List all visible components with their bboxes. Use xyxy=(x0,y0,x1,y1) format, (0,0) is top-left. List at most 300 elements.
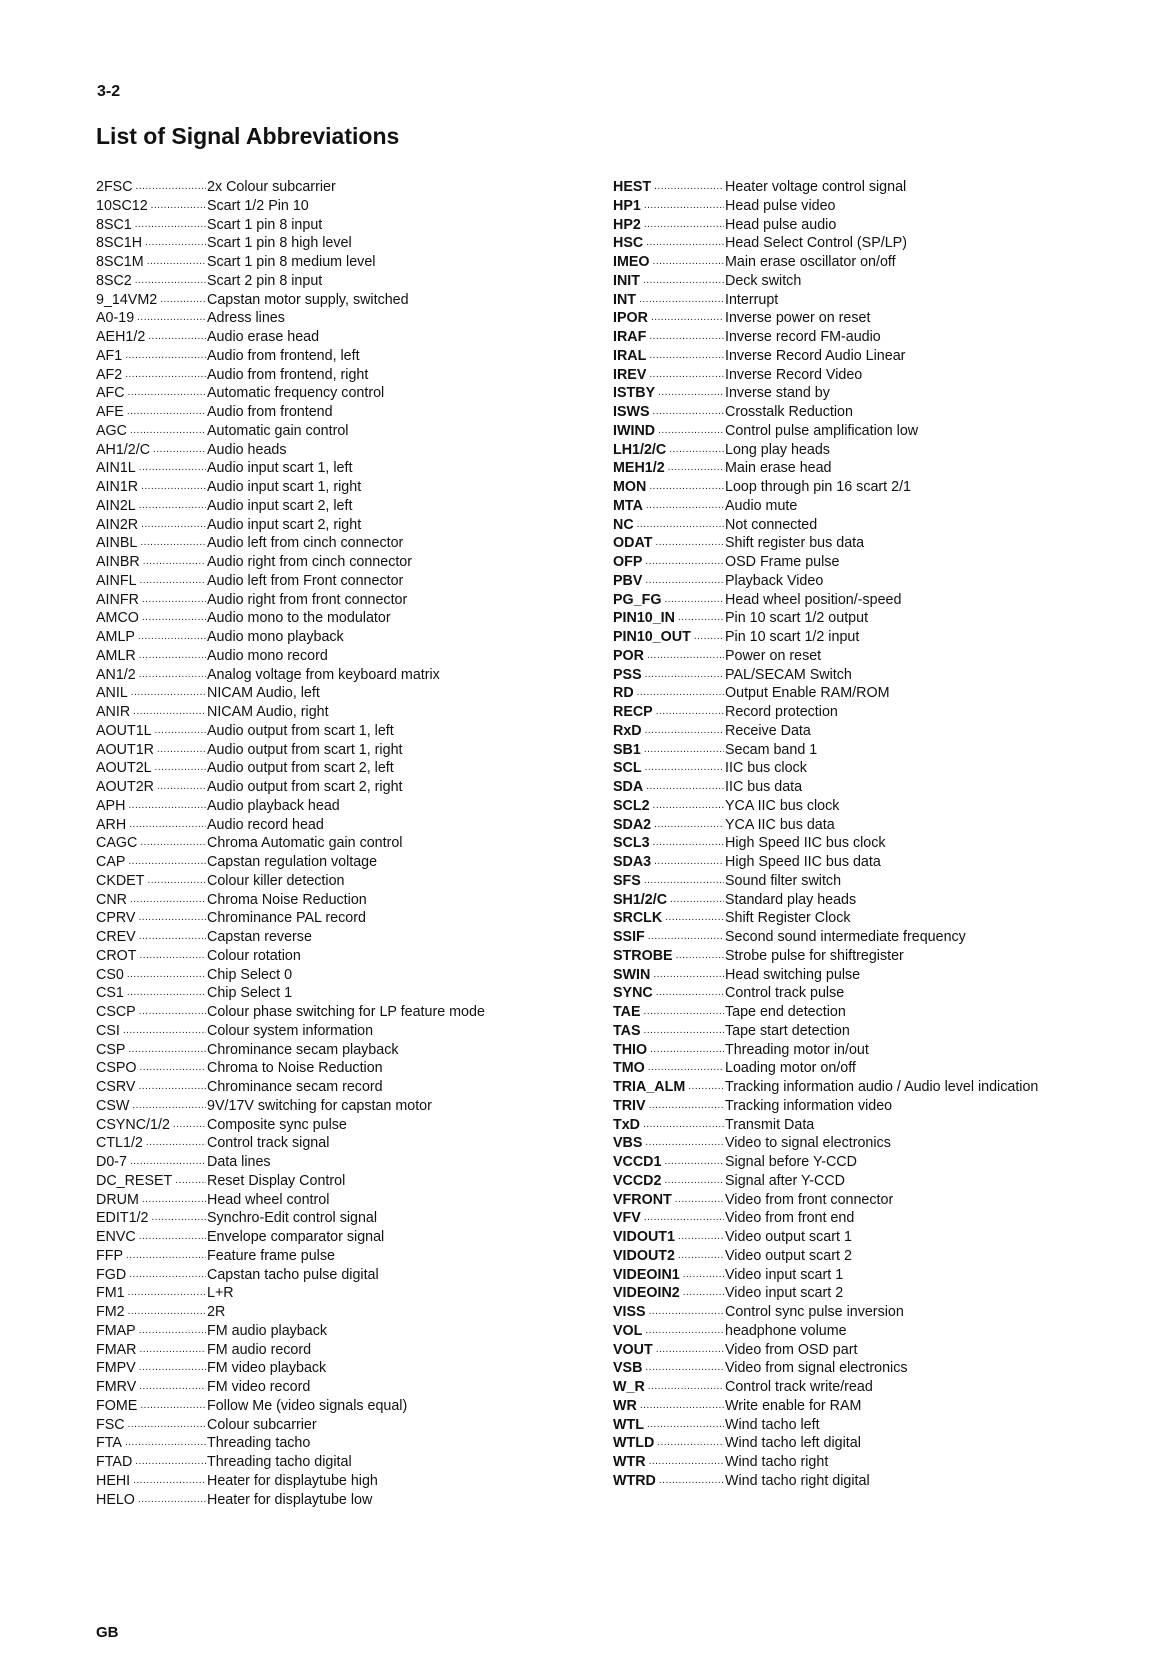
dot-leader xyxy=(665,909,724,928)
abbreviation-term xyxy=(613,253,725,272)
abbreviation-code: AF2 xyxy=(96,366,123,383)
dot-leader xyxy=(151,1209,206,1228)
dot-leader xyxy=(128,797,206,816)
dot-leader xyxy=(645,553,724,572)
abbreviation-term xyxy=(613,853,725,872)
abbreviation-code: ANIL xyxy=(96,685,128,702)
abbreviation-term xyxy=(613,459,725,478)
abbreviation-term xyxy=(613,272,725,291)
abbreviation-code: HP1 xyxy=(613,197,641,214)
abbreviation-term xyxy=(96,1378,207,1397)
abbreviation-term xyxy=(96,759,207,778)
dot-leader xyxy=(646,497,724,516)
abbreviation-description: Audio left from cinch connector xyxy=(207,535,404,552)
abbreviation-term xyxy=(613,722,725,741)
abbreviation-code: VIDOUT2 xyxy=(613,1247,675,1264)
abbreviation-description: PAL/SECAM Switch xyxy=(725,666,852,683)
abbreviation-term xyxy=(613,366,725,385)
abbreviation-description: Playback Video xyxy=(725,572,824,589)
abbreviation-row xyxy=(96,516,556,535)
dot-leader xyxy=(683,1266,724,1285)
abbreviation-code: 8SC1M xyxy=(96,254,144,270)
abbreviation-row xyxy=(613,459,1168,478)
abbreviation-row xyxy=(96,1191,556,1210)
abbreviation-code: AFE xyxy=(96,404,124,420)
page-number: 3-2 xyxy=(97,83,121,100)
abbreviation-description: Audio mute xyxy=(725,497,798,514)
abbreviation-description: NICAM Audio, left xyxy=(207,685,320,702)
abbreviation-code: FGD xyxy=(96,1266,127,1283)
abbreviation-term xyxy=(613,703,725,722)
dot-leader xyxy=(127,403,206,422)
dot-leader xyxy=(639,291,724,310)
abbreviation-row xyxy=(613,1097,1168,1116)
dot-leader xyxy=(678,1247,724,1266)
abbreviation-row xyxy=(613,666,1168,685)
abbreviation-row xyxy=(613,684,1168,703)
abbreviation-code: TAE xyxy=(613,1004,641,1020)
dot-leader xyxy=(643,1116,724,1135)
abbreviation-term xyxy=(96,1341,207,1360)
abbreviation-description: Audio output from scart 1, right xyxy=(207,741,403,758)
abbreviation-code: FMAR xyxy=(96,1341,137,1358)
abbreviation-term xyxy=(96,741,207,760)
abbreviation-code: HSC xyxy=(613,235,644,252)
dot-leader xyxy=(142,609,206,628)
dot-leader xyxy=(127,984,206,1003)
abbreviation-term xyxy=(96,703,207,722)
abbreviation-description: Capstan motor supply, switched xyxy=(207,291,409,308)
abbreviation-row xyxy=(96,891,556,910)
abbreviation-row xyxy=(613,647,1168,666)
abbreviation-row xyxy=(613,759,1168,778)
abbreviation-term xyxy=(613,759,725,778)
abbreviation-code: SDA3 xyxy=(613,854,652,870)
abbreviation-term xyxy=(96,1284,207,1303)
dot-leader xyxy=(645,1134,724,1153)
dot-leader xyxy=(669,441,724,460)
abbreviation-code: FOME xyxy=(96,1397,138,1414)
abbreviation-row xyxy=(96,309,556,328)
abbreviation-row xyxy=(96,1228,556,1247)
abbreviation-row xyxy=(96,816,556,835)
abbreviation-code: ANIR xyxy=(96,704,131,720)
abbreviation-term xyxy=(613,1003,725,1022)
abbreviation-row xyxy=(96,1453,556,1472)
abbreviation-description: Control track write/read xyxy=(725,1379,873,1395)
dot-leader xyxy=(139,647,206,666)
abbreviation-term xyxy=(96,816,207,835)
abbreviation-row xyxy=(613,403,1168,422)
dot-leader xyxy=(128,1041,206,1060)
abbreviation-code: IRAF xyxy=(613,329,647,345)
dot-leader xyxy=(135,272,206,291)
abbreviation-row xyxy=(96,459,556,478)
abbreviation-row xyxy=(96,1378,556,1397)
abbreviation-code: AH1/2/C xyxy=(96,441,151,458)
dot-leader xyxy=(668,459,724,478)
abbreviation-code: VIDEOIN2 xyxy=(613,1285,680,1302)
abbreviation-term xyxy=(96,1472,207,1491)
abbreviation-term xyxy=(96,684,207,703)
abbreviation-term xyxy=(96,1397,207,1416)
abbreviation-description: Scart 1 pin 8 medium level xyxy=(207,254,376,270)
abbreviation-row xyxy=(96,384,556,403)
abbreviation-code: VOL xyxy=(613,1322,643,1339)
abbreviation-row xyxy=(96,1359,556,1378)
abbreviation-description: Loop through pin 16 scart 2/1 xyxy=(725,479,911,495)
abbreviation-code: AOUT1L xyxy=(96,722,152,739)
dot-leader xyxy=(645,759,724,778)
abbreviation-term xyxy=(96,422,207,441)
abbreviation-code: 8SC1 xyxy=(96,216,132,233)
dot-leader xyxy=(128,1284,206,1303)
abbreviation-code: AFC xyxy=(96,385,125,402)
abbreviation-code: AMLP xyxy=(96,629,135,645)
abbreviation-row xyxy=(613,1453,1168,1472)
abbreviation-code: AIN1R xyxy=(96,479,139,495)
dot-leader xyxy=(147,872,206,891)
abbreviation-row xyxy=(96,722,556,741)
abbreviation-row xyxy=(96,534,556,553)
dot-leader xyxy=(637,516,724,535)
abbreviation-description: Inverse Record Audio Linear xyxy=(725,347,906,364)
abbreviation-description: Inverse power on reset xyxy=(725,310,871,327)
abbreviation-code: CREV xyxy=(96,929,136,945)
abbreviation-row xyxy=(96,1491,556,1510)
abbreviation-code: AOUT1R xyxy=(96,741,154,758)
abbreviation-row xyxy=(613,984,1168,1003)
dot-leader xyxy=(128,384,206,403)
abbreviation-row xyxy=(96,272,556,291)
abbreviation-row xyxy=(96,1003,556,1022)
abbreviation-term xyxy=(613,797,725,816)
abbreviation-row xyxy=(96,1153,556,1172)
abbreviation-description: Envelope comparator signal xyxy=(207,1229,385,1245)
abbreviation-code: AF1 xyxy=(96,347,123,364)
abbreviation-code: CSP xyxy=(96,1041,126,1058)
abbreviation-code: AIN2R xyxy=(96,516,139,533)
abbreviation-term xyxy=(96,553,207,572)
abbreviation-code: WTLD xyxy=(613,1435,655,1452)
dot-leader xyxy=(645,666,724,685)
abbreviation-term xyxy=(613,478,725,497)
abbreviation-description: Analog voltage from keyboard matrix xyxy=(207,666,440,683)
abbreviation-code: WTL xyxy=(613,1416,644,1433)
abbreviation-row xyxy=(96,178,556,197)
abbreviation-term xyxy=(96,609,207,628)
abbreviation-term xyxy=(613,628,725,647)
dot-leader xyxy=(127,966,206,985)
abbreviation-term xyxy=(96,534,207,553)
abbreviation-row xyxy=(96,197,556,216)
dot-leader xyxy=(664,591,724,610)
abbreviation-row xyxy=(613,872,1168,891)
abbreviation-row xyxy=(613,797,1168,816)
abbreviation-code: SCL2 xyxy=(613,797,650,814)
abbreviation-row xyxy=(613,1172,1168,1191)
abbreviation-row xyxy=(613,1059,1168,1078)
abbreviation-term xyxy=(613,1134,725,1153)
dot-leader xyxy=(123,1022,206,1041)
abbreviation-code: PG_FG xyxy=(613,591,662,608)
abbreviation-description: Scart 1/2 Pin 10 xyxy=(207,197,309,214)
abbreviation-term xyxy=(613,609,725,628)
abbreviation-code: IMEO xyxy=(613,254,650,270)
abbreviation-row xyxy=(96,422,556,441)
abbreviation-row xyxy=(96,497,556,516)
dot-leader xyxy=(175,1172,206,1191)
abbreviation-description: Strobe pulse for shiftregister xyxy=(725,947,904,964)
abbreviation-term xyxy=(613,928,725,947)
abbreviation-row xyxy=(96,1284,556,1303)
abbreviation-description: IIC bus clock xyxy=(725,760,807,777)
abbreviation-term xyxy=(96,1266,207,1285)
abbreviation-row xyxy=(613,197,1168,216)
abbreviation-term xyxy=(613,984,725,1003)
abbreviation-code: 8SC2 xyxy=(96,272,132,289)
abbreviation-description: Pin 10 scart 1/2 output xyxy=(725,610,869,627)
dot-leader xyxy=(139,497,206,516)
dot-leader xyxy=(653,403,724,422)
abbreviation-description: Crosstalk Reduction xyxy=(725,404,853,420)
abbreviation-description: Colour rotation xyxy=(207,947,301,964)
dot-leader xyxy=(135,216,206,235)
abbreviation-code: MON xyxy=(613,479,647,495)
abbreviation-row xyxy=(613,891,1168,910)
abbreviation-description: 9V/17V switching for capstan motor xyxy=(207,1097,432,1114)
abbreviation-description: Wind tacho left digital xyxy=(725,1435,861,1452)
dot-leader xyxy=(658,422,724,441)
abbreviation-row xyxy=(613,1078,1168,1097)
abbreviation-description: Standard play heads xyxy=(725,891,857,908)
abbreviation-row xyxy=(96,1434,556,1453)
abbreviation-row xyxy=(613,384,1168,403)
abbreviation-term xyxy=(613,1472,725,1491)
abbreviation-description: Scart 1 pin 8 input xyxy=(207,216,323,233)
abbreviation-row xyxy=(613,1322,1168,1341)
dot-leader xyxy=(657,1434,724,1453)
abbreviation-code: 9_14VM2 xyxy=(96,291,158,308)
abbreviation-code: IWIND xyxy=(613,422,656,439)
abbreviation-row xyxy=(613,347,1168,366)
abbreviation-code: FTAD xyxy=(96,1454,133,1470)
abbreviation-term xyxy=(96,928,207,947)
dot-leader xyxy=(153,441,206,460)
abbreviation-code: SCL xyxy=(613,760,642,777)
abbreviation-description: Tracking information audio / Audio level indication xyxy=(725,1079,1039,1095)
dot-leader xyxy=(644,1003,724,1022)
abbreviation-term xyxy=(613,1041,725,1060)
dot-leader xyxy=(147,253,206,272)
abbreviation-row xyxy=(96,403,556,422)
abbreviation-code: CROT xyxy=(96,947,137,964)
abbreviation-row xyxy=(613,516,1168,535)
abbreviation-term xyxy=(613,816,725,835)
abbreviation-description: Audio from frontend xyxy=(207,404,333,420)
abbreviation-row xyxy=(613,853,1168,872)
abbreviation-code: FM1 xyxy=(96,1285,125,1302)
abbreviation-description: Transmit Data xyxy=(725,1116,815,1133)
abbreviation-description: Loading motor on/off xyxy=(725,1060,856,1077)
abbreviation-row xyxy=(613,1284,1168,1303)
abbreviation-term xyxy=(613,1284,725,1303)
abbreviation-description: Video to signal electronics xyxy=(725,1135,891,1152)
abbreviation-term xyxy=(613,1191,725,1210)
abbreviation-code: TRIA_ALM xyxy=(613,1079,686,1095)
abbreviation-code: CSW xyxy=(96,1097,130,1114)
abbreviation-row xyxy=(613,609,1168,628)
abbreviation-term xyxy=(96,984,207,1003)
abbreviation-term xyxy=(613,497,725,516)
abbreviation-term xyxy=(613,1397,725,1416)
abbreviation-row xyxy=(613,1397,1168,1416)
dot-leader xyxy=(155,759,206,778)
abbreviation-term xyxy=(96,366,207,385)
dot-leader xyxy=(133,703,206,722)
dot-leader xyxy=(138,628,206,647)
abbreviation-term xyxy=(613,384,725,403)
abbreviation-term xyxy=(613,197,725,216)
abbreviation-row xyxy=(96,1172,556,1191)
abbreviation-description: Colour phase switching for LP feature mode xyxy=(207,1004,485,1020)
abbreviation-code: HP2 xyxy=(613,216,641,233)
dot-leader xyxy=(648,1059,724,1078)
abbreviation-description: Audio right from cinch connector xyxy=(207,554,413,570)
abbreviation-term xyxy=(96,1059,207,1078)
abbreviation-term xyxy=(96,1209,207,1228)
abbreviation-term xyxy=(613,1416,725,1435)
abbreviation-description: Audio heads xyxy=(207,441,287,458)
abbreviation-code: AINFR xyxy=(96,591,139,608)
abbreviation-term xyxy=(96,272,207,291)
abbreviation-row xyxy=(96,366,556,385)
abbreviation-code: AN1/2 xyxy=(96,666,136,683)
abbreviation-term xyxy=(613,328,725,347)
abbreviation-row xyxy=(613,1209,1168,1228)
abbreviation-row xyxy=(613,909,1168,928)
abbreviation-code: EDIT1/2 xyxy=(96,1210,149,1227)
page-title: List of Signal Abbreviations xyxy=(96,123,400,149)
dot-leader xyxy=(146,1134,206,1153)
abbreviation-row xyxy=(96,928,556,947)
abbreviation-description: Capstan regulation voltage xyxy=(207,854,378,870)
abbreviation-description: FM video playback xyxy=(207,1360,327,1377)
abbreviation-description: Sound filter switch xyxy=(725,872,842,889)
dot-leader xyxy=(653,966,724,985)
abbreviation-description: Video output scart 1 xyxy=(725,1229,852,1245)
dot-leader xyxy=(656,984,724,1003)
abbreviation-code: CKDET xyxy=(96,872,145,889)
abbreviation-term xyxy=(96,459,207,478)
abbreviation-description: Audio output from scart 2, right xyxy=(207,779,403,795)
abbreviation-row xyxy=(613,497,1168,516)
abbreviation-row xyxy=(96,328,556,347)
dot-leader xyxy=(138,909,206,928)
abbreviation-row xyxy=(96,834,556,853)
abbreviation-description: Main erase head xyxy=(725,460,832,477)
abbreviation-code: PIN10_OUT xyxy=(613,629,691,645)
abbreviation-term xyxy=(613,647,725,666)
abbreviation-description: Colour killer detection xyxy=(207,872,345,889)
abbreviation-row xyxy=(613,722,1168,741)
abbreviation-code: CTL1/2 xyxy=(96,1135,143,1152)
abbreviation-row xyxy=(96,1097,556,1116)
abbreviation-row xyxy=(613,1378,1168,1397)
abbreviation-row xyxy=(96,759,556,778)
abbreviation-code: PBV xyxy=(613,572,643,589)
abbreviation-row xyxy=(613,366,1168,385)
dot-leader xyxy=(646,234,724,253)
abbreviation-term xyxy=(613,684,725,703)
abbreviation-term xyxy=(613,1172,725,1191)
abbreviation-description: FM audio playback xyxy=(207,1322,327,1339)
abbreviation-term xyxy=(96,591,207,610)
abbreviation-term xyxy=(96,384,207,403)
dot-leader xyxy=(683,1284,724,1303)
abbreviation-row xyxy=(613,628,1168,647)
abbreviation-description: Receive Data xyxy=(725,722,811,739)
dot-leader xyxy=(126,1247,206,1266)
abbreviation-code: CS0 xyxy=(96,966,124,983)
abbreviation-description: Audio input scart 1, right xyxy=(207,479,362,495)
abbreviation-term xyxy=(96,1078,207,1097)
dot-leader xyxy=(694,628,724,647)
abbreviation-term xyxy=(613,534,725,553)
abbreviation-description: Control sync pulse inversion xyxy=(725,1304,904,1320)
abbreviation-row xyxy=(96,1397,556,1416)
abbreviation-code: DRUM xyxy=(96,1191,139,1208)
dot-leader xyxy=(139,459,206,478)
abbreviation-term xyxy=(96,1359,207,1378)
abbreviation-term xyxy=(96,1153,207,1172)
abbreviation-description: Audio playback head xyxy=(207,797,340,814)
abbreviation-term xyxy=(613,422,725,441)
abbreviation-description: Head wheel position/-speed xyxy=(725,591,902,608)
abbreviation-code: POR xyxy=(613,647,644,664)
dot-leader xyxy=(653,253,724,272)
abbreviation-row xyxy=(613,1134,1168,1153)
dot-leader xyxy=(678,609,724,628)
abbreviation-term xyxy=(96,1116,207,1135)
abbreviation-code: PIN10_IN xyxy=(613,610,675,627)
abbreviation-code: ISWS xyxy=(613,404,650,420)
abbreviation-term xyxy=(613,291,725,310)
abbreviation-description: Audio mono to the modulator xyxy=(207,610,391,627)
abbreviation-term xyxy=(96,478,207,497)
dot-leader xyxy=(130,1153,206,1172)
abbreviation-row xyxy=(613,1303,1168,1322)
abbreviation-code: WTR xyxy=(613,1454,646,1470)
abbreviation-term xyxy=(96,853,207,872)
dot-leader xyxy=(649,478,724,497)
dot-leader xyxy=(129,1266,206,1285)
abbreviation-code: APH xyxy=(96,797,126,814)
abbreviation-code: LH1/2/C xyxy=(613,441,667,458)
abbreviation-description: Power on reset xyxy=(725,647,822,664)
abbreviation-description: Record protection xyxy=(725,704,838,720)
abbreviation-term xyxy=(613,1153,725,1172)
abbreviation-term xyxy=(613,666,725,685)
dot-leader xyxy=(139,928,206,947)
dot-leader xyxy=(649,328,724,347)
abbreviation-description: Chip Select 0 xyxy=(207,966,293,983)
abbreviation-term xyxy=(96,216,207,235)
dot-leader xyxy=(654,816,724,835)
abbreviation-description: Deck switch xyxy=(725,272,802,289)
abbreviation-term xyxy=(96,1228,207,1247)
dot-leader xyxy=(140,947,206,966)
